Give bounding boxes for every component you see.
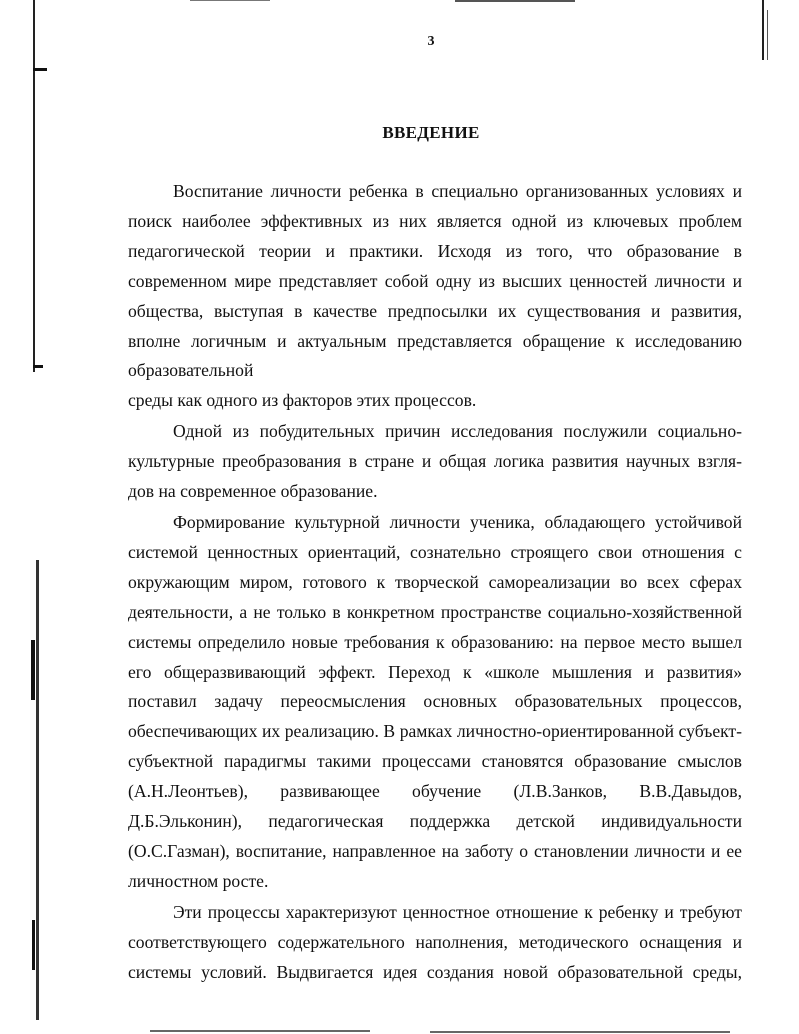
page-number: 3 — [427, 34, 435, 49]
paragraph-text: Воспитание личности ребенка в специально организованных условиях и поиск наиболее эффективных из них является одной из ключевых проблем педагогической теории и практики. Исходя из того, что образование в современном мире представляет собой одну из высших ценностей личности и общества, выступая в качестве предпосылки их существования и развития, вполне логичным и актуальным представляется обращение к исследованию образовательной — [128, 181, 742, 381]
paragraph-last-line: личностном росте. — [128, 870, 269, 891]
scan-edge-mark — [190, 0, 270, 1]
scan-edge-mark — [33, 365, 43, 368]
scan-edge-mark — [33, 68, 47, 71]
body-text — [128, 177, 742, 987]
paragraph-4 — [128, 898, 742, 988]
paragraph-text: Формирование культурной личности ученика, обладающего устойчивой системой ценностных ориентаций, сознательно строящего свои отношения с окружающим миром, готового к творческой самореализации во всех сферах деятельности, а не только в конкретном пространстве социально-хозяйственной системы определило новые требования к образованию: на первое место вышел его общеразвивающий эффект. Переход к «школе мышления и развития» поставил задачу переосмысления основных образовательных процессов, обеспечивающих их реализацию. В рамках личностно-ориентированной субъект-субъектной парадигмы такими процессами становятся образование смыслов (А.Н.Леонтьев), развивающее обучение (Л.В.Занков, В.В.Давыдов, Д.Б.Эльконин), педагогическая поддержка детской индивидуальности (О.С.Газман), воспитание, направленное на заботу о становлении личности и ее — [128, 511, 742, 861]
scan-edge-mark — [430, 1031, 730, 1033]
paragraph-2 — [128, 417, 742, 507]
scan-edge-mark — [762, 0, 764, 60]
scan-edge-mark — [455, 0, 575, 2]
paragraph-last-line: дов на современное образование. — [128, 481, 378, 502]
scan-edge-mark — [32, 920, 35, 970]
paragraph-text: Эти процессы характеризуют ценностное отношение к ребенку и требуют соответствующего содержательного наполнения, методического оснащения и системы условий. Выдвигается идея создания новой образовательной среды, — [128, 901, 742, 982]
paragraph-3 — [128, 508, 742, 897]
scan-edge-mark — [33, 0, 35, 372]
scan-edge-mark — [36, 560, 39, 1020]
paragraph-1 — [128, 177, 742, 416]
scan-edge-mark — [31, 640, 35, 700]
paragraph-last-line: среды как одного из факторов этих процессов. — [128, 390, 477, 411]
paragraph-text: Одной из побудительных причин исследования послужили социально-культурные преобразования в стране и общая логика развития научных взгля- — [128, 421, 742, 472]
section-heading: ВВЕДЕНИЕ — [382, 123, 480, 142]
scan-edge-mark — [150, 1030, 370, 1032]
